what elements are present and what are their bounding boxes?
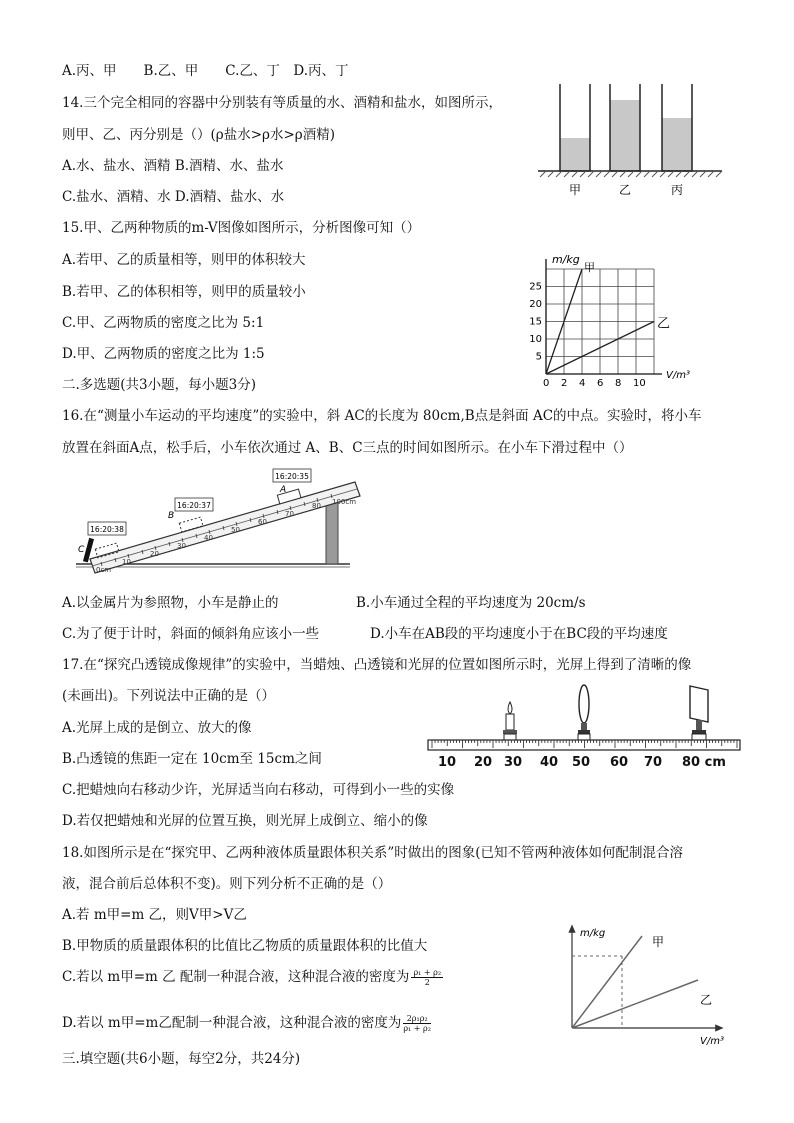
section-3-heading: 三.填空题(共6小题，每空2分，共24分): [62, 1051, 301, 1067]
svg-text:30: 30: [177, 542, 186, 550]
mv-chart: [520, 230, 695, 390]
chart-series: [546, 261, 670, 374]
x-tick-label: 2: [561, 378, 568, 389]
svg-text:80: 80: [312, 502, 321, 510]
fraction-c-denominator: 2: [424, 978, 430, 987]
svg-text:0cm: 0cm: [96, 566, 112, 574]
bench-label-60: 60: [610, 755, 629, 770]
q17-stem-2: (未画出)。下列说法中正确的是（）: [62, 688, 276, 704]
q18-option-d: [62, 1014, 431, 1033]
q15-option-c: C.甲、乙两物质的密度之比为 5:1: [62, 315, 265, 331]
bench-label-20: 20: [474, 755, 493, 770]
label-yi: 乙: [618, 183, 632, 197]
q15-stem: 15.甲、乙两种物质的m-V图像如图所示，分析图像可知（）: [62, 220, 421, 236]
y-tick-label: 25: [529, 281, 542, 293]
incline-figure: [70, 466, 370, 581]
q17-option-b: B.凸透镜的焦距一定在 10cm至 15cm之间: [62, 751, 322, 767]
q16-stem: 16.在“测量小车运动的平均速度”的实验中，斜 AC的长度为 80cm,B点是斜面 AC的中点。实验时，将小车: [62, 408, 702, 424]
q18-option-d-text: D.若以 m甲=m乙配制一种混合液，这种混合液的密度为: [62, 1015, 402, 1031]
clock-c-time: 16:20:38: [90, 525, 124, 534]
q16-option-b: B.小车通过全程的平均速度为 20cm/s: [356, 595, 586, 611]
clock-b-time: 16:20:37: [177, 501, 211, 510]
light-screen: [690, 686, 708, 740]
q15-option-b: B.若甲、乙的体积相等，则甲的质量较小: [62, 284, 306, 300]
chart-ylabel: m/kg: [552, 253, 580, 266]
fraction-d-denominator: ρ₁ + ρ₂: [403, 1024, 431, 1033]
graph-label-jia: 甲: [652, 935, 665, 949]
series-label-yi: 乙: [657, 316, 671, 332]
q17-option-a: A.光屏上成的是倒立、放大的像: [62, 720, 252, 736]
q16-option-a: A.以金属片为参照物，小车是静止的: [62, 595, 279, 611]
q18-stem: 18.如图所示是在“探究甲、乙两种液体质量跟体积关系”时做出的图象(已知不管两种液体如何配制混合溶: [62, 845, 684, 861]
label-bing: 丙: [670, 183, 684, 197]
q17-option-d: D.若仅把蜡烛和光屏的位置互换，则光屏上成倒立、缩小的像: [62, 813, 428, 829]
svg-text:70: 70: [285, 510, 294, 518]
convex-lens: [578, 685, 590, 740]
bench-label-80: 80 cm: [682, 755, 726, 770]
bench-label-50: 50: [572, 755, 591, 770]
q15-option-a: A.若甲、乙的质量相等，则甲的体积较大: [62, 252, 306, 268]
point-c: C: [78, 545, 85, 555]
x-tick-label: 6: [597, 378, 604, 389]
q17-stem: 17.在“探究凸透镜成像规律”的实验中，当蜡烛、凸透镜和光屏的位置如图所示时，光屏上得到了清晰的像: [62, 657, 692, 673]
point-b: B: [168, 511, 175, 521]
q13-options: A.丙、甲 B.乙、甲 C.乙、丁 D.丙、丁: [62, 63, 349, 79]
x-tick-label: 8: [615, 378, 622, 389]
clock-a-time: 16:20:35: [275, 472, 309, 481]
svg-text:60: 60: [258, 518, 267, 526]
graph-label-yi: 乙: [700, 993, 713, 1007]
q16-option-c: C.为了便于计时，斜面的倾斜角应该小一些: [62, 626, 320, 642]
bench-label-40: 40: [540, 755, 559, 770]
q18-option-d-fraction: [403, 1014, 431, 1033]
q14-options-ab: A.水、盐水、酒精 B.酒精、水、盐水: [62, 158, 284, 174]
optical-bench-figure: [426, 680, 744, 772]
q18-option-c: [62, 968, 443, 987]
chart-grid: [546, 269, 654, 374]
label-jia: 甲: [568, 183, 582, 197]
graph-xlabel: V/m³: [700, 1036, 724, 1047]
fraction-c-numerator: ρ₁ + ρ₂: [413, 968, 442, 977]
x-tick-label: 4: [579, 378, 586, 389]
container-yi: [610, 84, 640, 171]
q18-option-b: B.甲物质的质量跟体积的比值比乙物质的质量跟体积的比值大: [62, 938, 428, 954]
bench-label-70: 70: [644, 755, 663, 770]
bench-label-10: 10: [438, 755, 457, 770]
x-tick-label: 10: [633, 378, 646, 389]
svg-text:100cm: 100cm: [332, 498, 357, 506]
ground-hatch: [540, 171, 722, 177]
svg-text:50: 50: [231, 526, 240, 534]
graph-ylabel: m/kg: [580, 928, 606, 939]
q16-stem-2: 放置在斜面A点，松手后，小车依次通过 A、B、C三点的时间如图所示。在小车下滑过程中（）: [62, 440, 633, 456]
chart-xlabel: V/m³: [666, 370, 690, 381]
fraction-d-numerator: 2ρ₁ρ₂: [403, 1014, 431, 1024]
svg-text:10: 10: [122, 558, 131, 566]
y-tick-label: 15: [529, 316, 542, 328]
q18-option-c-text: C.若以 m甲=m 乙 配制一种混合液，这种混合液的密度为: [62, 969, 410, 985]
svg-text:40: 40: [204, 534, 213, 542]
q17-option-c: C.把蜡烛向右移动少许，光屏适当向右移动，可得到小一些的实像: [62, 782, 455, 798]
section-2-heading: 二.多选题(共3小题，每小题3分): [62, 377, 257, 393]
point-a: A: [280, 485, 287, 495]
candle: [503, 702, 517, 740]
series-label-jia: 甲: [584, 261, 595, 274]
ruler-numbers: [96, 498, 356, 574]
svg-text:20: 20: [150, 550, 159, 558]
liquid-mass-volume-graph: [560, 920, 740, 1050]
q18-option-a: A.若 m甲=m 乙，则V甲>V乙: [62, 907, 247, 923]
q14-stem: 14.三个完全相同的容器中分别装有等质量的水、酒精和盐水，如图所示，: [62, 95, 502, 111]
q18-stem-2: 液，混合前后总体积不变)。则下列分析不正确的是（）: [62, 876, 392, 892]
x-tick-label: 0: [543, 378, 550, 389]
q14-options-cd: C.盐水、酒精、水 D.酒精、盐水、水: [62, 189, 285, 205]
q14-stem-2: 则甲、乙、丙分别是（）(ρ盐水>ρ水>ρ酒精): [62, 127, 335, 143]
container-jia: [560, 84, 590, 171]
bench-label-30: 30: [504, 755, 523, 770]
bench-labels: [438, 755, 726, 770]
q18-option-c-fraction: [411, 968, 443, 987]
containers-figure: [530, 80, 730, 200]
support-block: [326, 502, 338, 564]
q15-option-d: D.甲、乙两物质的密度之比为 1:5: [62, 346, 265, 362]
q16-option-d: D.小车在AB段的平均速度小于在BC段的平均速度: [370, 626, 668, 642]
y-tick-label: 10: [529, 334, 542, 345]
y-tick-label: 20: [529, 299, 542, 310]
container-bing: [662, 84, 692, 171]
y-tick-label: 5: [535, 351, 542, 363]
